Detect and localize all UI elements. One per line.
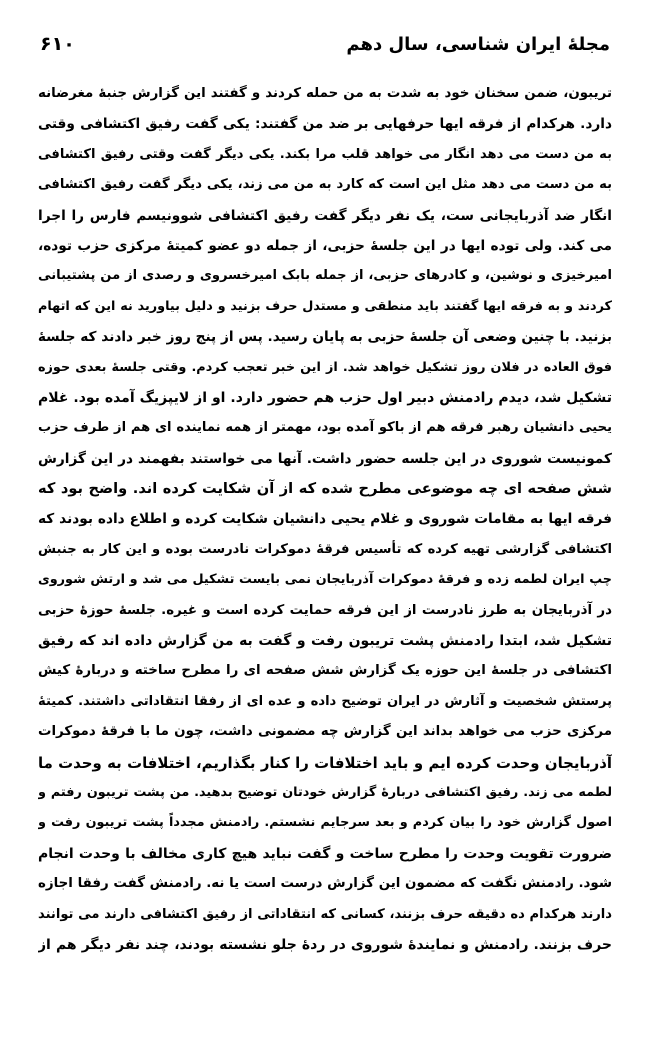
text-line: آذربایجان وحدت کرده ایم و باید اختلافات را کنار بگذاریم، اختلافات به وحدت ما	[38, 753, 612, 772]
text-line: اکتشافی گزارشی تهیه کرده که تأسیس فرقهٔ دموکرات نادرست بوده و این کار به جنبش	[38, 541, 612, 557]
text-line: تریبون، ضمن سخنان خود به شدت به من حمله کردند و گفتند این گزارش جنبهٔ مغرضانه	[38, 86, 612, 101]
text-line: حرف بزنند. رادمنش و نمایندهٔ شوروی در ردهٔ جلو نشسته بودند، چند نفر دیگر هم از	[38, 936, 612, 953]
text-line: به من دست می دهد انگار می خواهد قلب مرا بکند. یکی دیگر گفت وقتی رفیق اکتشافی	[38, 146, 612, 162]
text-line: شود. رادمنش نگفت که مضمون این گزارش درست است یا نه. رادمنش گفت رفقا اجازه	[38, 876, 612, 892]
text-line: کردند و به فرقه ایها گفتند باید منطقی و مستدل حرف بزنید و دلیل بیاورید نه این که اتهام	[38, 298, 612, 314]
text-line: مرکزی حزب می خواهد بداند این گزارش چه مضمونی داشت، چون ما با فرقهٔ دموکرات	[38, 724, 612, 740]
text-line: چپ ایران لطمه زده و فرقهٔ دموکرات آذربایجان نمی بایست تشکیل می شد و ارتش شوروی	[38, 572, 612, 588]
text-line: شش صفحه ای چه موضوعی مطرح شده که از آن شکایت کرده اند. واضح بود که	[38, 480, 612, 498]
body-text	[38, 79, 612, 960]
text-line: کمونیست شوروی در این جلسه حضور داشت. آنها می خواستند بفهمند در این گزارش	[38, 450, 612, 467]
text-line: بزنید. با چنین وضعی آن جلسهٔ حزبی به پایان رسید. پس از پنج روز خبر دادند که جلسهٔ	[38, 329, 612, 346]
running-title: مجلهٔ ایران شناسی، سال دهم	[346, 33, 610, 55]
text-line: یحیی دانشیان رهبر فرقه هم از باکو آمده بود، مهمتر از همه نماینده ای هم از طرف حزب	[38, 420, 612, 436]
text-line: پرستش شخصیت و آثارش در ایران توضیح داده و عده ای از رفقا انتقاداتی داشتند. کمیتهٔ	[38, 693, 612, 709]
text-line: لطمه می زند. رفیق اکتشافی دربارهٔ گزارش خودتان توضیح بدهید. من پشت تریبون رفتم و	[38, 784, 612, 800]
text-line: اصول گزارش خود را بیان کردم و بعد سرجایم نشستم. رادمنش مجدداً پشت تریبون رفت و	[38, 815, 612, 831]
text-line: در آذربایجان به طرز نادرست از این فرقه حمایت کرده است و غیره. جلسهٔ حوزهٔ حزبی	[38, 602, 612, 618]
page-number: ۶۱۰	[40, 33, 75, 55]
text-line: امیرخیزی و نوشین، و کادرهای حزبی، از جمله بابک امیرخسروی و رصدی از من پشتیبانی	[38, 268, 612, 284]
text-line: تشکیل شد، دیدم رادمنش دبیر اول حزب هم حضور دارد. او از لایپزیگ آمده بود. غلام	[38, 389, 612, 406]
text-line: دارند هرکدام ده دقیقه حرف بزنند، کسانی که انتقاداتی از رفیق اکتشافی دارند می توانند	[38, 906, 612, 922]
text-line: تشکیل شد، ابتدا رادمنش پشت تریبون رفت و گفت به من گزارش داده اند که رفیق	[38, 633, 612, 650]
text-line: فوق العاده در فلان روز تشکیل خواهد شد. از این خبر تعجب کردم. وقتی جلسهٔ بعدی حوزه	[38, 359, 612, 375]
text-line: به من دست می دهد مثل این است که کارد به من می زند، یکی دیگر گفت رفیق اکتشافی	[38, 177, 612, 193]
text-line: می کند. ولی توده ایها در این جلسهٔ حزبی، از جمله دو عضو کمیتهٔ مرکزی حزب توده،	[38, 237, 612, 254]
page-header	[40, 30, 610, 58]
text-line: اکتشافی در جلسهٔ این حوزه یک گزارش شش صفحه ای را مطرح ساخته و دربارهٔ کیش	[38, 663, 612, 679]
text-line: فرقه ایها به مقامات شوروی و غلام یحیی دانشیان شکایت کرده و اطلاع داده بودند که	[38, 511, 612, 528]
text-line: دارد. هرکدام از فرقه ایها حرفهایی بر ضد من گفتند: یکی گفت رفیق اکتشافی وقتی	[38, 116, 612, 133]
text-line: ضرورت تقویت وحدت را مطرح ساخت و گفت نباید هیچ کاری مخالف با وحدت انجام	[38, 845, 612, 862]
text-line: انگار ضد آذربایجانی ست، یک نفر دیگر گفت رفیق اکتشافی شوونیسم فارس را اجرا	[38, 207, 612, 224]
